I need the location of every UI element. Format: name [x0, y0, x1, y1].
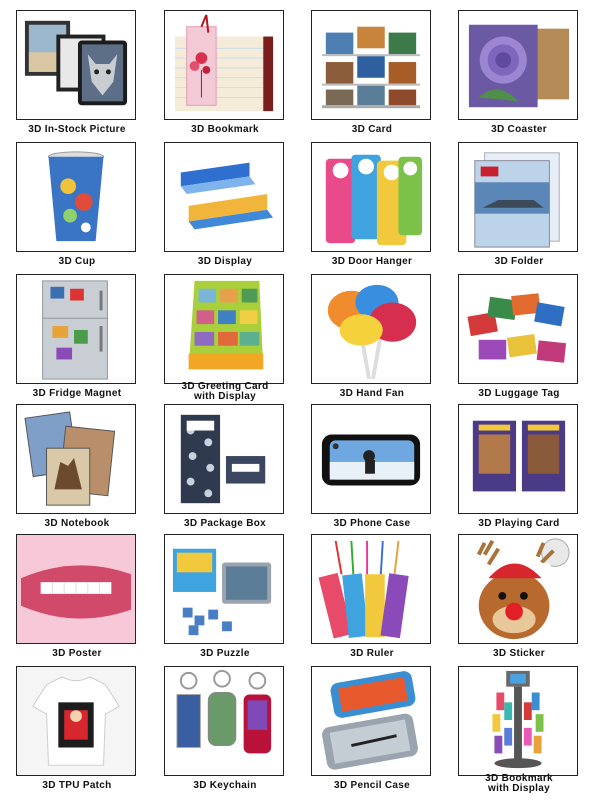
product-label: 3D Door Hanger [331, 256, 413, 267]
product-label: 3D Pencil Case [334, 780, 410, 791]
product-image-puzzle [164, 534, 284, 644]
product-label: 3D Sticker [493, 648, 545, 659]
product-card-keychain[interactable] [160, 662, 290, 791]
product-label: 3D Package Box [183, 518, 267, 529]
product-card-ruler[interactable] [307, 530, 437, 659]
product-card-bookmark[interactable] [160, 6, 290, 135]
product-image-coaster [458, 10, 578, 120]
product-card-cup[interactable] [12, 138, 142, 267]
product-card-poster[interactable] [12, 530, 142, 659]
product-label: 3D Coaster [491, 124, 547, 135]
product-card-bookmark-display[interactable] [454, 662, 584, 794]
product-card-package-box[interactable] [160, 400, 290, 529]
product-card-luggage-tag[interactable] [454, 270, 584, 399]
product-card-phone-case[interactable] [307, 400, 437, 529]
product-card-notebook[interactable] [12, 400, 142, 529]
product-card-pencil-case[interactable] [307, 662, 437, 791]
product-image-notebook [16, 404, 136, 514]
product-card-greeting-card-display[interactable] [160, 270, 290, 402]
product-image-cup [16, 142, 136, 252]
product-image-bookmark [164, 10, 284, 120]
product-label: 3D Playing Card [478, 518, 560, 529]
product-label: 3D Notebook [44, 518, 110, 529]
product-image-luggage-tag [458, 274, 578, 384]
product-card-in-stock-picture[interactable] [12, 6, 142, 135]
product-label: 3D Bookmark with Display [485, 773, 553, 794]
product-label: 3D Puzzle [200, 648, 250, 659]
product-image-sticker [458, 534, 578, 644]
product-image-fridge-magnet [16, 274, 136, 384]
product-card-door-hanger[interactable] [307, 138, 437, 267]
product-label: 3D Ruler [350, 648, 394, 659]
product-card-tpu-patch[interactable] [12, 662, 142, 791]
product-card-playing-card[interactable] [454, 400, 584, 529]
product-label: 3D TPU Patch [42, 780, 112, 791]
product-label: 3D In-Stock Picture [28, 124, 126, 135]
product-image-ruler [311, 534, 431, 644]
product-image-tpu-patch [16, 666, 136, 776]
product-image-folder [458, 142, 578, 252]
product-image-greeting-card-display [164, 274, 284, 384]
product-image-bookmark-display [458, 666, 578, 776]
product-card-card[interactable] [307, 6, 437, 135]
product-card-hand-fan[interactable] [307, 270, 437, 399]
product-image-card [311, 10, 431, 120]
product-label: 3D Cup [58, 256, 96, 267]
product-image-in-stock-picture [16, 10, 136, 120]
product-card-display[interactable] [160, 138, 290, 267]
product-label: 3D Keychain [193, 780, 257, 791]
product-card-sticker[interactable] [454, 530, 584, 659]
product-label: 3D Greeting Card with Display [181, 381, 269, 402]
product-label: 3D Bookmark [191, 124, 259, 135]
product-image-poster [16, 534, 136, 644]
product-label: 3D Luggage Tag [478, 388, 560, 399]
product-image-door-hanger [311, 142, 431, 252]
product-label: 3D Card [351, 124, 393, 135]
product-image-display [164, 142, 284, 252]
product-label: 3D Phone Case [333, 518, 411, 529]
product-card-fridge-magnet[interactable] [12, 270, 142, 399]
product-image-phone-case [311, 404, 431, 514]
product-label: 3D Fridge Magnet [32, 388, 122, 399]
product-label: 3D Hand Fan [339, 388, 405, 399]
product-label: 3D Poster [52, 648, 102, 659]
product-image-hand-fan [311, 274, 431, 384]
product-card-puzzle[interactable] [160, 530, 290, 659]
product-label: 3D Folder [494, 256, 544, 267]
product-card-coaster[interactable] [454, 6, 584, 135]
product-card-folder[interactable] [454, 138, 584, 267]
product-image-pencil-case [311, 666, 431, 776]
product-image-package-box [164, 404, 284, 514]
product-image-playing-card [458, 404, 578, 514]
product-label: 3D Display [197, 256, 253, 267]
product-image-keychain [164, 666, 284, 776]
